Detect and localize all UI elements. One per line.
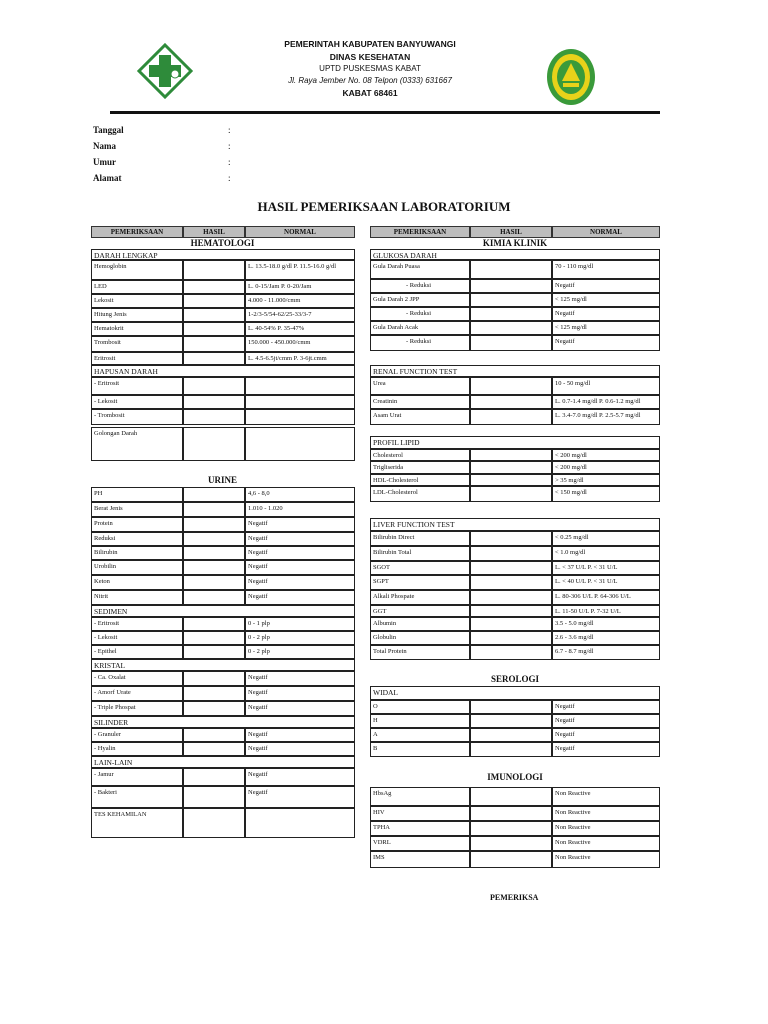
left-row-test-name: Eritrosit bbox=[91, 352, 183, 365]
right-row-section-row: LIVER FUNCTION TEST bbox=[370, 518, 660, 531]
right-row-result-field[interactable] bbox=[470, 561, 552, 575]
left-row-result-field[interactable] bbox=[183, 395, 245, 409]
right-row-test-name: O bbox=[370, 700, 470, 714]
header-line2: DINAS KESEHATAN bbox=[329, 52, 411, 62]
right-row-result-field[interactable] bbox=[470, 546, 552, 561]
left-row-test-name: Urobilin bbox=[91, 560, 183, 575]
left-row-normal-value: 0 - 2 plp bbox=[245, 645, 355, 659]
right-row-result-field[interactable] bbox=[470, 531, 552, 546]
right-row-test-name: Trigliserida bbox=[370, 461, 470, 474]
left-row-normal-value: L. 4.5-6.5jt/cmm P. 3-6jt.cmm bbox=[245, 352, 355, 365]
right-row-result-field[interactable] bbox=[470, 806, 552, 821]
left-row-section-row: DARAH LENGKAP bbox=[91, 249, 355, 260]
left-row-test-name: Reduksi bbox=[91, 532, 183, 546]
left-row-test-name: Protein bbox=[91, 517, 183, 532]
right-row-test-name: Total Protein bbox=[370, 645, 470, 660]
right-row-normal-value: Non Reactive bbox=[552, 836, 660, 851]
right-row-normal-value: 6.7 - 8.7 mg/dl bbox=[552, 645, 660, 660]
right-row-normal-value: < 1.0 mg/dl bbox=[552, 546, 660, 561]
left-row-test-name: - Granuler bbox=[91, 728, 183, 742]
right-row-result-field[interactable] bbox=[470, 714, 552, 728]
left-row-test-name: - Lekosit bbox=[91, 395, 183, 409]
left-row-result-field[interactable] bbox=[183, 280, 245, 294]
right-row-test-name: TPHA bbox=[370, 821, 470, 836]
left-row-normal-value: L. 40-54% P. 35-47% bbox=[245, 322, 355, 336]
left-row-test-name: Hemoglobin bbox=[91, 260, 183, 280]
section-urine: URINE bbox=[207, 475, 237, 485]
right-row-test-name: Bilirubin Total bbox=[370, 546, 470, 561]
right-row-result-field[interactable] bbox=[470, 461, 552, 474]
right-row-normal-value: Negatif bbox=[552, 307, 660, 321]
left-row-result-field[interactable] bbox=[183, 701, 245, 716]
left-row-test-name: Lekosit bbox=[91, 294, 183, 308]
left-row-result-field[interactable] bbox=[183, 260, 245, 280]
page-title: HASIL PEMERIKSAAN LABORATORIUM bbox=[257, 199, 511, 214]
left-row-test-name: - Trombosit bbox=[91, 409, 183, 425]
left-row-normal-value: 1.010 - 1.020 bbox=[245, 502, 355, 517]
right-row-normal-value: L. 0.7-1.4 mg/dl P. 0.6-1.2 mg/dl bbox=[552, 395, 660, 409]
right-row-section-row: RENAL FUNCTION TEST bbox=[370, 365, 660, 377]
right-row-normal-value: < 125 mg/dl bbox=[552, 293, 660, 307]
left-row-test-name: - Hyalin bbox=[91, 742, 183, 756]
header-divider bbox=[110, 111, 660, 114]
right-row-test-name: - Reduksi bbox=[370, 335, 470, 351]
right-row-result-field[interactable] bbox=[470, 409, 552, 425]
right-row-test-name: VDRL bbox=[370, 836, 470, 851]
right-row-test-name: Urea bbox=[370, 377, 470, 395]
left-row-test-name: Hitung Jenis bbox=[91, 308, 183, 322]
right-row-test-name: LDL-Cholesterol bbox=[370, 486, 470, 502]
right-row-normal-value: L. < 40 U/L P. < 31 U/L bbox=[552, 575, 660, 590]
right-row-section-row: PROFIL LIPID bbox=[370, 436, 660, 449]
umur-label: Umur bbox=[93, 157, 116, 167]
left-row-result-field[interactable] bbox=[183, 560, 245, 575]
right-row-result-field[interactable] bbox=[470, 279, 552, 293]
left-row-normal-value: Negatif bbox=[245, 517, 355, 532]
right-row-test-name: Albumin bbox=[370, 617, 470, 631]
right-row-normal-value: Non Reactive bbox=[552, 787, 660, 806]
left-row-section-row: SEDIMEN bbox=[91, 605, 355, 617]
right-row-test-name: Alkali Phospate bbox=[370, 590, 470, 605]
right-row-test-name: GGT bbox=[370, 605, 470, 617]
left-row-normal-value: Negatif bbox=[245, 590, 355, 605]
right-row-section-row: GLUKOSA DARAH bbox=[370, 249, 660, 260]
left-row-section-row: LAIN-LAIN bbox=[91, 756, 355, 768]
header-line1: PEMERINTAH KABUPATEN BANYUWANGI bbox=[284, 39, 456, 49]
left-row-test-name: Bilirubin bbox=[91, 546, 183, 560]
left-row-result-field[interactable] bbox=[183, 352, 245, 365]
left-row-normal-value bbox=[245, 409, 355, 425]
left-row-result-field[interactable] bbox=[183, 502, 245, 517]
right-row-result-field[interactable] bbox=[470, 617, 552, 631]
right-row-normal-value: Negatif bbox=[552, 279, 660, 293]
left-row-normal-value: Negatif bbox=[245, 786, 355, 808]
left-row-normal-value: Negatif bbox=[245, 686, 355, 701]
right-row-test-name: HDL-Cholesterol bbox=[370, 474, 470, 486]
right-row-test-name: B bbox=[370, 742, 470, 757]
right-row-normal-value: Negatif bbox=[552, 728, 660, 742]
left-row-normal-value: 4,6 - 8,0 bbox=[245, 487, 355, 502]
right-row-test-name: SGPT bbox=[370, 575, 470, 590]
left-row-result-field[interactable] bbox=[183, 377, 245, 395]
right-row-result-field[interactable] bbox=[470, 851, 552, 868]
right-row-normal-value: 2.6 - 3.6 mg/dl bbox=[552, 631, 660, 645]
left-row-normal-value: 0 - 1 plp bbox=[245, 617, 355, 631]
left-row-result-field[interactable] bbox=[183, 427, 245, 461]
left-row-result-field[interactable] bbox=[183, 686, 245, 701]
left-row-result-field[interactable] bbox=[183, 517, 245, 532]
right-row-result-field[interactable] bbox=[470, 377, 552, 395]
right-row-result-field[interactable] bbox=[470, 486, 552, 502]
left-row-test-name: - Bakteri bbox=[91, 786, 183, 808]
right-head-pemeriksaan: PEMERIKSAAN bbox=[370, 226, 470, 238]
right-row-normal-value: L. 80-306 U/L P. 64-306 U/L bbox=[552, 590, 660, 605]
left-row-result-field[interactable] bbox=[183, 322, 245, 336]
right-row-normal-value: < 125 mg/dl bbox=[552, 321, 660, 335]
right-row-result-field[interactable] bbox=[470, 449, 552, 461]
right-row-result-field[interactable] bbox=[470, 645, 552, 660]
right-row-normal-value: Non Reactive bbox=[552, 851, 660, 868]
left-row-result-field[interactable] bbox=[183, 671, 245, 686]
right-row-result-field[interactable] bbox=[470, 260, 552, 279]
left-row-normal-value bbox=[245, 377, 355, 395]
left-row-result-field[interactable] bbox=[183, 308, 245, 322]
left-row-test-name: Nitrit bbox=[91, 590, 183, 605]
left-row-result-field[interactable] bbox=[183, 645, 245, 659]
left-row-section-row: SILINDER bbox=[91, 716, 355, 728]
right-row-result-field[interactable] bbox=[470, 742, 552, 757]
left-row-normal-value: L. 13.5-18.0 g/dl P. 11.5-16.0 g/dl bbox=[245, 260, 355, 280]
right-row-test-name: Gula Darah Acak bbox=[370, 321, 470, 335]
right-row-result-field[interactable] bbox=[470, 728, 552, 742]
right-row-test-name: - Reduksi bbox=[370, 279, 470, 293]
right-row-normal-value: < 200 mg/dl bbox=[552, 461, 660, 474]
left-row-test-name: - Eritrosit bbox=[91, 617, 183, 631]
left-row-result-field[interactable] bbox=[183, 532, 245, 546]
left-row-test-name: - Epithel bbox=[91, 645, 183, 659]
tanggal-colon: : bbox=[228, 125, 231, 135]
left-row-result-field[interactable] bbox=[183, 617, 245, 631]
right-row-result-field[interactable] bbox=[470, 321, 552, 335]
right-row-normal-value: < 0.25 mg/dl bbox=[552, 531, 660, 546]
left-row-normal-value: Negatif bbox=[245, 575, 355, 590]
left-row-result-field[interactable] bbox=[183, 808, 245, 838]
right-row-normal-value: < 200 mg/dl bbox=[552, 449, 660, 461]
header-line5: KABAT 68461 bbox=[342, 88, 398, 98]
right-row-result-field[interactable] bbox=[470, 631, 552, 645]
header-line4: Jl. Raya Jember No. 08 Telpon (0333) 631667 bbox=[288, 76, 452, 85]
right-row-result-field[interactable] bbox=[470, 293, 552, 307]
right-row-test-name: A bbox=[370, 728, 470, 742]
right-row-normal-value: > 35 mg/dl bbox=[552, 474, 660, 486]
right-row-normal-value: 10 - 50 mg/dl bbox=[552, 377, 660, 395]
right-row-normal-value: Non Reactive bbox=[552, 806, 660, 821]
left-row-test-name: - Eritrosit bbox=[91, 377, 183, 395]
left-row-test-name: Berat Jenis bbox=[91, 502, 183, 517]
right-head-hasil: HASIL bbox=[470, 226, 552, 238]
right-row-test-name: Creatinin bbox=[370, 395, 470, 409]
nama-label: Nama bbox=[93, 141, 116, 151]
left-row-result-field[interactable] bbox=[183, 546, 245, 560]
right-row-result-field[interactable] bbox=[470, 307, 552, 321]
left-row-result-field[interactable] bbox=[183, 728, 245, 742]
right-row-normal-value: L. < 37 U/L P. < 31 U/L bbox=[552, 561, 660, 575]
regency-seal-icon bbox=[545, 47, 597, 107]
left-row-result-field[interactable] bbox=[183, 294, 245, 308]
left-row-test-name: - Lekosit bbox=[91, 631, 183, 645]
section-serologi: SEROLOGI bbox=[490, 674, 539, 684]
left-row-result-field[interactable] bbox=[183, 575, 245, 590]
right-row-normal-value: L. 3.4-7.0 mg/dl P. 2.5-5.7 mg/dl bbox=[552, 409, 660, 425]
left-row-section-row: HAPUSAN DARAH bbox=[91, 365, 355, 377]
left-row-test-name: - Triple Phospat bbox=[91, 701, 183, 716]
right-row-normal-value: 70 - 110 mg/dl bbox=[552, 260, 660, 279]
right-row-result-field[interactable] bbox=[470, 787, 552, 806]
section-hematologi: HEMATOLOGI bbox=[190, 238, 255, 248]
right-row-test-name: - Reduksi bbox=[370, 307, 470, 321]
left-row-normal-value: Negatif bbox=[245, 701, 355, 716]
right-row-test-name: SGOT bbox=[370, 561, 470, 575]
left-row-result-field[interactable] bbox=[183, 786, 245, 808]
section-kimia-klinik: KIMIA KLINIK bbox=[482, 238, 548, 248]
left-head-hasil: HASIL bbox=[183, 226, 245, 238]
right-row-result-field[interactable] bbox=[470, 821, 552, 836]
right-row-normal-value: 3.5 - 5.0 mg/dl bbox=[552, 617, 660, 631]
left-row-normal-value: Negatif bbox=[245, 671, 355, 686]
left-row-test-name: TES KEHAMILAN bbox=[91, 808, 183, 838]
right-row-test-name: Gula Darah Puasa bbox=[370, 260, 470, 279]
left-row-normal-value: Negatif bbox=[245, 728, 355, 742]
left-row-test-name: Trombosit bbox=[91, 336, 183, 352]
left-row-normal-value: Negatif bbox=[245, 546, 355, 560]
left-row-normal-value: 4.000 - 11.000/cmm bbox=[245, 294, 355, 308]
right-row-test-name: Bilirubin Direct bbox=[370, 531, 470, 546]
left-row-result-field[interactable] bbox=[183, 409, 245, 425]
right-row-normal-value: < 150 mg/dl bbox=[552, 486, 660, 502]
alamat-colon: : bbox=[228, 173, 231, 183]
right-row-test-name: Cholesterol bbox=[370, 449, 470, 461]
nama-colon: : bbox=[228, 141, 231, 151]
left-row-normal-value bbox=[245, 395, 355, 409]
right-row-normal-value: Negatif bbox=[552, 714, 660, 728]
left-row-normal-value bbox=[245, 808, 355, 838]
left-row-result-field[interactable] bbox=[183, 631, 245, 645]
right-row-result-field[interactable] bbox=[470, 590, 552, 605]
left-row-normal-value: 1-2/3-5/54-62/25-33/3-7 bbox=[245, 308, 355, 322]
left-row-test-name: Golongan Darah bbox=[91, 427, 183, 461]
right-row-result-field[interactable] bbox=[470, 575, 552, 590]
right-row-result-field[interactable] bbox=[470, 700, 552, 714]
right-row-test-name: IMS bbox=[370, 851, 470, 868]
header-line3: UPTD PUSKESMAS KABAT bbox=[319, 64, 421, 73]
left-row-test-name: - Ca. Oxalat bbox=[91, 671, 183, 686]
right-row-test-name: HIV bbox=[370, 806, 470, 821]
left-row-normal-value: 0 - 2 plp bbox=[245, 631, 355, 645]
left-head-normal: NORMAL bbox=[245, 226, 355, 238]
left-row-result-field[interactable] bbox=[183, 487, 245, 502]
right-row-test-name: H bbox=[370, 714, 470, 728]
left-row-normal-value: Negatif bbox=[245, 742, 355, 756]
right-row-test-name: Globulin bbox=[370, 631, 470, 645]
left-row-normal-value: Negatif bbox=[245, 560, 355, 575]
left-row-test-name: PH bbox=[91, 487, 183, 502]
tanggal-label: Tanggal bbox=[93, 125, 124, 135]
left-row-normal-value: 150.000 - 450.000/cmm bbox=[245, 336, 355, 352]
right-row-normal-value: Negatif bbox=[552, 742, 660, 757]
left-row-normal-value bbox=[245, 427, 355, 461]
right-row-result-field[interactable] bbox=[470, 836, 552, 851]
health-logo bbox=[137, 43, 193, 99]
right-row-test-name: Asam Urat bbox=[370, 409, 470, 425]
alamat-label: Alamat bbox=[93, 173, 122, 183]
right-row-normal-value: Negatif bbox=[552, 700, 660, 714]
left-row-result-field[interactable] bbox=[183, 742, 245, 756]
left-row-section-row: KRISTAL bbox=[91, 659, 355, 671]
left-head-pemeriksaan: PEMERIKSAAN bbox=[91, 226, 183, 238]
left-row-normal-value: Negatif bbox=[245, 532, 355, 546]
right-row-result-field[interactable] bbox=[470, 474, 552, 486]
right-row-normal-value: Non Reactive bbox=[552, 821, 660, 836]
right-row-test-name: HbsAg bbox=[370, 787, 470, 806]
section-imunologi: IMUNOLOGI bbox=[487, 772, 543, 782]
left-row-result-field[interactable] bbox=[183, 590, 245, 605]
left-row-result-field[interactable] bbox=[183, 336, 245, 352]
umur-colon: : bbox=[228, 157, 231, 167]
left-row-normal-value: L. 0-15/Jam P. 0-20/Jam bbox=[245, 280, 355, 294]
left-row-normal-value: Negatif bbox=[245, 768, 355, 786]
right-row-normal-value: Negatif bbox=[552, 335, 660, 351]
right-row-result-field[interactable] bbox=[470, 395, 552, 409]
right-row-section-row: WIDAL bbox=[370, 686, 660, 700]
left-row-test-name: - Amorf Urate bbox=[91, 686, 183, 701]
right-head-normal: NORMAL bbox=[552, 226, 660, 238]
pemeriksa-label: PEMERIKSA bbox=[490, 893, 539, 902]
right-row-test-name: Gula Darah 2 JPP bbox=[370, 293, 470, 307]
left-row-test-name: - Jamur bbox=[91, 768, 183, 786]
right-row-normal-value: L. 11-50 U/L P. 7-32 U/L bbox=[552, 605, 660, 617]
right-row-result-field[interactable] bbox=[470, 605, 552, 617]
left-row-test-name: Hematokrit bbox=[91, 322, 183, 336]
right-row-result-field[interactable] bbox=[470, 335, 552, 351]
left-row-test-name: Keton bbox=[91, 575, 183, 590]
left-row-result-field[interactable] bbox=[183, 768, 245, 786]
left-row-test-name: LED bbox=[91, 280, 183, 294]
